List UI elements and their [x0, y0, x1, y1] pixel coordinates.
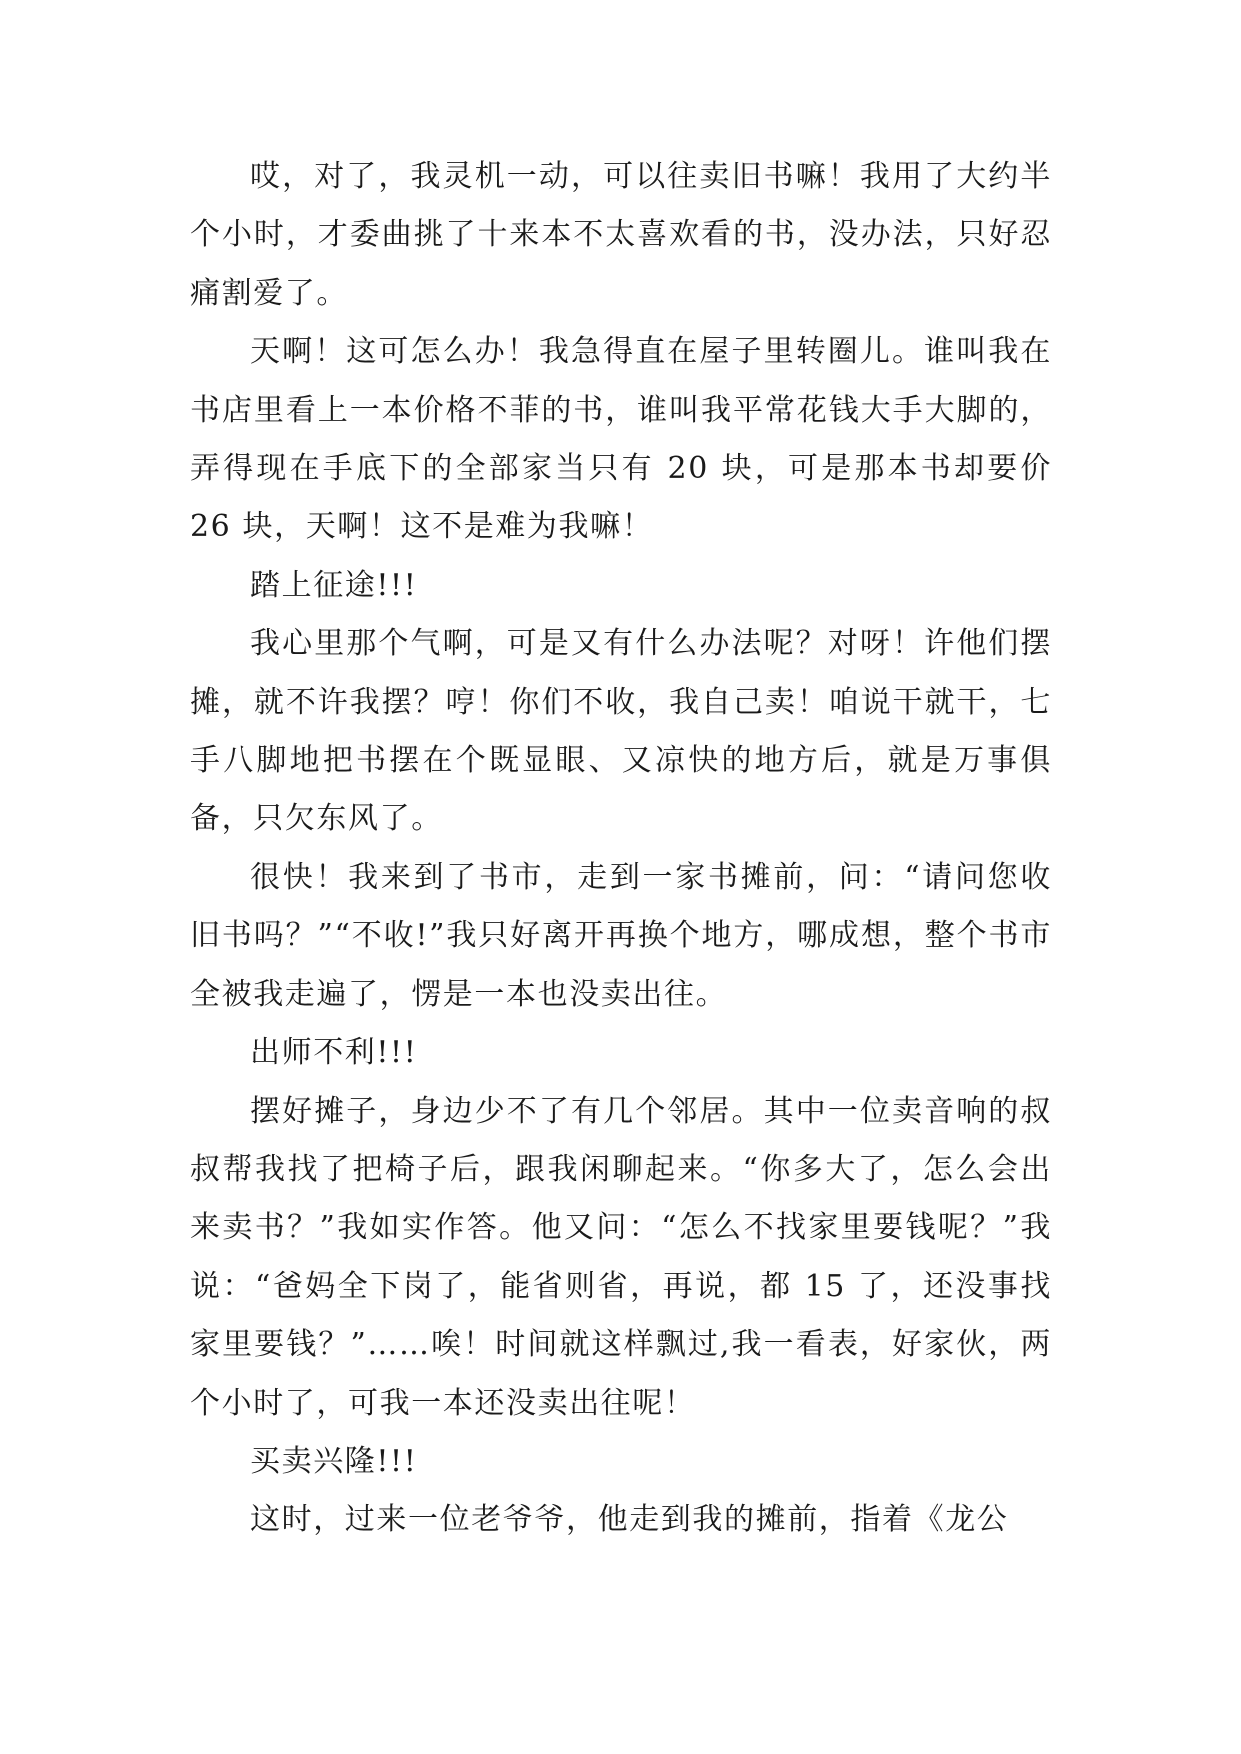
- paragraph-expensive-book: 天啊！这可怎么办！我急得直在屋子里转圈儿。谁叫我在书店里看上一本价格不菲的书，谁叫我平常花钱大手大脚的，弄得现在手底下的全部家当只有 20 块，可是那本书却要价 26 块，天啊！这不是难为我嘛！: [190, 334, 1052, 545]
- section-heading-journey: 踏上征途!!!: [250, 567, 418, 603]
- paragraph-neighbor-chat: 摆好摊子，身边少不了有几个邻居。其中一位卖音响的叔叔帮我找了把椅子后，跟我闲聊起来。“你多大了，怎么会出来卖书？”我如实作答。他又问：“怎么不找家里要钱呢？”我说：“爸妈全下岗了，能省则省，再说，都 15 了，还没事找家里要钱？”……唉！时间就这样飘过,我一看表，好家伙，两个小时了，可我一本还没卖出往呢！: [190, 1093, 1052, 1421]
- section-heading-good-business: 买卖兴隆!!!: [250, 1443, 418, 1479]
- paragraph-sell-old-books: 哎，对了，我灵机一动，可以往卖旧书嘛！我用了大约半个小时，才委曲挑了十来本不太喜欢看的书，没办法，只好忍痛割爱了。: [190, 159, 1052, 311]
- document-body: [190, 148, 1052, 1550]
- section-heading-bad-start: 出师不利!!!: [250, 1035, 418, 1071]
- paragraph-old-man: 这时，过来一位老爷爷，他走到我的摊前，指着《龙公: [250, 1502, 1009, 1538]
- paragraph-set-up-stall: 我心里那个气啊，可是又有什么办法呢？对呀！许他们摆摊，就不许我摆？哼！你们不收，我自己卖！咱说干就干，七手八脚地把书摆在个既显眼、又凉快的地方后，就是万事俱备，只欠东风了。: [190, 626, 1052, 837]
- paragraph-book-market: 很快！我来到了书市，走到一家书摊前，问：“请问您收旧书吗？”“不收!”我只好离开再换个地方，哪成想，整个书市全被我走遍了，愣是一本也没卖出往。: [190, 859, 1052, 1012]
